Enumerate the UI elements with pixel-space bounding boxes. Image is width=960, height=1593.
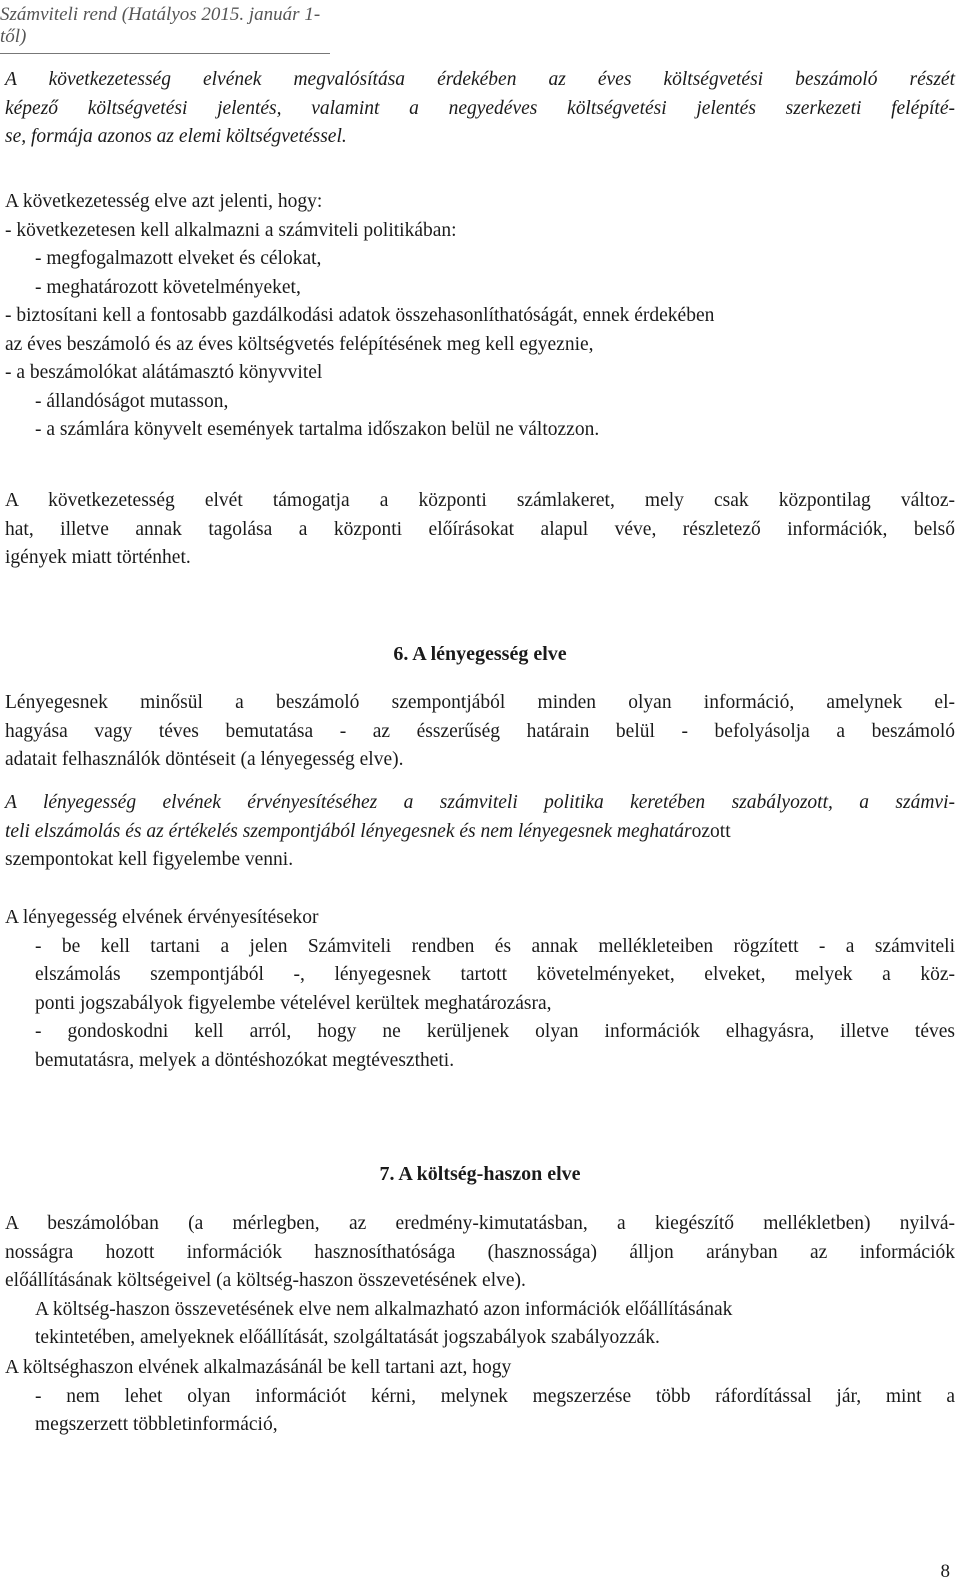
list-item: - gondoskodni kell arról, hogy ne kerüljenek olyan információk elhagyásra, illetve téves — [35, 1021, 955, 1042]
paragraph-materiality-enforcement — [5, 789, 955, 875]
list-item: - következetesen kell alkalmazni a számviteli politikában: — [5, 219, 457, 241]
list-item: - állandóságot mutasson, — [35, 390, 229, 412]
paragraph-cost-benefit-application — [5, 1354, 955, 1440]
text-line: A költség-haszon összevetésének elve nem alkalmazható azon információk előállításának — [35, 1298, 733, 1320]
text-fragment: teli elszámolás és az értékelés szempontjából lényegesnek és nem lényegesnek meghatár — [5, 820, 692, 842]
list-item: - megfogalmazott elveket és célokat, — [35, 248, 322, 269]
text-line: szempontokat kell figyelembe venni. — [5, 849, 294, 870]
text-line: bemutatásra, melyek a döntéshozókat megtévesztheti. — [35, 1049, 455, 1071]
text-line: A következetesség elvének megvalósítása érdekében az éves költségvetési beszámoló részét — [5, 69, 955, 90]
text-line: nosságra hozott információk hasznosíthatósága (hasznossága) álljon arányban az információk — [5, 1241, 955, 1263]
text-line: A lényegesség elvének érvényesítéséhez a számviteli politika keretében szabályozott, a számvi- — [5, 792, 955, 813]
text-line: megszerzett többletinformáció, — [35, 1414, 278, 1435]
paragraph-consistency-implementation — [5, 66, 955, 152]
paragraph-consistency-definition — [5, 188, 955, 445]
text-line: A beszámolóban (a mérlegben, az eredmény-kimutatásban, a kiegészítő mellékletben) nyilvá- — [5, 1213, 955, 1234]
text-line: ponti jogszabályok figyelembe vételével kerültek meghatározásra, — [35, 992, 552, 1014]
text-line: Lényegesnek minősül a beszámoló szempontjából minden olyan információ, amelynek el- — [5, 692, 955, 713]
list-item: - biztosítani kell a fontosabb gazdálkodási adatok összehasonlíthatóságát, ennek érdekében — [5, 305, 715, 326]
text-line: A költséghaszon elvének alkalmazásánál be kell tartani azt, hogy — [5, 1357, 512, 1378]
paragraph-materiality-definition — [5, 689, 955, 775]
section-heading-cost-benefit: 7. A költség-haszon elve — [379, 1163, 581, 1185]
list-item: - a számlára könyvelt események tartalma időszakon belül ne változzon. — [35, 419, 600, 440]
text-line: elszámolás szempontjából -, lényegesnek tartott követelményeket, elveket, melyek a köz- — [35, 964, 955, 985]
list-item: - nem lehet olyan információt kérni, melynek megszerzése több ráfordítással jár, mint a — [35, 1385, 955, 1407]
running-header: Számviteli rend (Hatályos 2015. január 1-től) — [0, 4, 330, 54]
text-line: tekintetében, amelyeknek előállítását, szolgáltatását jogszabályok szabályozzák. — [35, 1327, 660, 1348]
text-line: igények miatt történhet. — [5, 547, 191, 568]
list-item: - a beszámolókat alátámasztó könyvvitel — [5, 362, 323, 383]
text-line: A következetesség elvét támogatja a központi számlakeret, mely csak központilag változ- — [5, 490, 955, 511]
text-line: se, formája azonos az elemi költségvetéssel. — [5, 126, 347, 147]
text-line: adatait felhasználók döntéseit (a lényegesség elve). — [5, 749, 404, 770]
text-line: hat, illetve annak tagolása a központi előírásokat alapul véve, részletező információk, belső — [5, 518, 955, 540]
text-line: hagyása vagy téves bemutatása - az ésszerűség határain belül - befolyásolja a beszámoló — [5, 720, 955, 742]
text-line: az éves beszámoló és az éves költségvetés felépítésének meg kell egyeznie, — [5, 333, 594, 355]
text-line: képező költségvetési jelentés, valamint a negyedéves költségvetési jelentés szerkezeti felépíté- — [5, 97, 955, 119]
paragraph-cost-benefit-definition — [5, 1210, 955, 1353]
text-line — [5, 818, 955, 847]
text-fragment: ozott — [691, 820, 731, 842]
paragraph-materiality-requirements — [5, 904, 955, 1075]
page-number: 8 — [940, 1561, 950, 1582]
text-line: A lényegesség elvének érvényesítésekor — [5, 907, 319, 928]
list-item: - meghatározott követelményeket, — [35, 276, 301, 298]
list-item: - be kell tartani a jelen Számviteli rendben és annak mellékleteiben rögzített - a számviteli — [35, 935, 955, 957]
text-line: A következetesség elve azt jelenti, hogy: — [5, 191, 323, 212]
section-heading-materiality: 6. A lényegesség elve — [393, 643, 567, 665]
text-line: előállításának költségeivel (a költség-haszon összevetésének elve). — [5, 1270, 526, 1291]
paragraph-chart-of-accounts — [5, 487, 955, 573]
